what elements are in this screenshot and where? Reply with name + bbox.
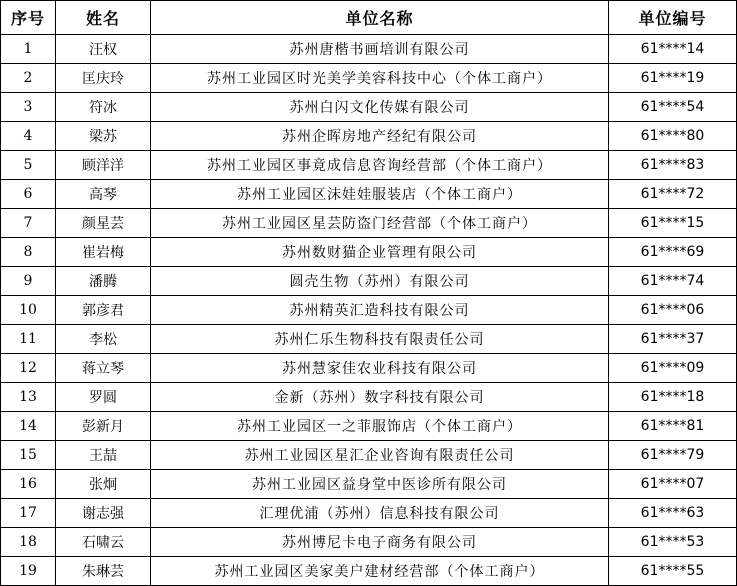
table-row: [1, 441, 737, 470]
cell-name: 汪权: [56, 35, 151, 64]
cell-unit: 苏州唐楷书画培训有限公司: [151, 35, 609, 64]
cell-name: 王喆: [56, 441, 151, 470]
cell-code: 61****06: [609, 296, 737, 325]
cell-index: 9: [1, 267, 56, 296]
header-row: [1, 1, 737, 35]
cell-unit: 苏州精英汇造科技有限公司: [151, 296, 609, 325]
cell-index: 1: [1, 35, 56, 64]
cell-index: 16: [1, 470, 56, 499]
header-unit: 单位名称: [151, 1, 609, 35]
cell-name: 石啸云: [56, 528, 151, 557]
cell-index: 4: [1, 122, 56, 151]
cell-index: 13: [1, 383, 56, 412]
cell-name: 朱琳芸: [56, 557, 151, 586]
cell-index: 19: [1, 557, 56, 586]
cell-index: 5: [1, 151, 56, 180]
table-row: [1, 412, 737, 441]
table-row: [1, 238, 737, 267]
cell-unit: 苏州仁乐生物科技有限责任公司: [151, 325, 609, 354]
table-row: [1, 209, 737, 238]
cell-code: 61****54: [609, 93, 737, 122]
table-row: [1, 180, 737, 209]
cell-code: 61****53: [609, 528, 737, 557]
cell-index: 3: [1, 93, 56, 122]
cell-index: 11: [1, 325, 56, 354]
cell-unit: 圆壳生物（苏州）有限公司: [151, 267, 609, 296]
cell-name: 梁苏: [56, 122, 151, 151]
table-row: [1, 64, 737, 93]
cell-unit: 苏州工业园区益身堂中医诊所有限公司: [151, 470, 609, 499]
cell-name: 张炯: [56, 470, 151, 499]
cell-code: 61****18: [609, 383, 737, 412]
table-body: [1, 35, 737, 586]
table-row: [1, 151, 737, 180]
cell-unit: 苏州数财猫企业管理有限公司: [151, 238, 609, 267]
table-row: [1, 267, 737, 296]
cell-code: 61****72: [609, 180, 737, 209]
cell-unit: 汇理优浦（苏州）信息科技有限公司: [151, 499, 609, 528]
cell-code: 61****81: [609, 412, 737, 441]
cell-name: 潘腾: [56, 267, 151, 296]
cell-code: 61****19: [609, 64, 737, 93]
cell-index: 15: [1, 441, 56, 470]
cell-name: 蒋立琴: [56, 354, 151, 383]
cell-index: 7: [1, 209, 56, 238]
cell-code: 61****80: [609, 122, 737, 151]
cell-code: 61****74: [609, 267, 737, 296]
cell-unit: 苏州工业园区沫娃娃服装店（个体工商户）: [151, 180, 609, 209]
cell-code: 61****07: [609, 470, 737, 499]
table-row: [1, 557, 737, 586]
table-row: [1, 93, 737, 122]
cell-code: 61****83: [609, 151, 737, 180]
cell-name: 高琴: [56, 180, 151, 209]
cell-unit: 苏州工业园区一之菲服饰店（个体工商户）: [151, 412, 609, 441]
cell-index: 18: [1, 528, 56, 557]
table-row: [1, 325, 737, 354]
table-row: [1, 499, 737, 528]
cell-index: 2: [1, 64, 56, 93]
cell-code: 61****14: [609, 35, 737, 64]
table-header: [1, 1, 737, 35]
cell-name: 顾洋洋: [56, 151, 151, 180]
cell-index: 12: [1, 354, 56, 383]
table-row: [1, 296, 737, 325]
cell-name: 郭彦君: [56, 296, 151, 325]
cell-unit: 苏州工业园区星芸防盗门经营部（个体工商户）: [151, 209, 609, 238]
cell-code: 61****79: [609, 441, 737, 470]
cell-code: 61****69: [609, 238, 737, 267]
cell-index: 8: [1, 238, 56, 267]
cell-name: 谢志强: [56, 499, 151, 528]
cell-unit: 苏州工业园区事竟成信息咨询经营部（个体工商户）: [151, 151, 609, 180]
cell-unit: 苏州工业园区时光美学美容科技中心（个体工商户）: [151, 64, 609, 93]
table-row: [1, 383, 737, 412]
cell-name: 匡庆玲: [56, 64, 151, 93]
cell-unit: 苏州工业园区美家美户建材经营部（个体工商户）: [151, 557, 609, 586]
cell-name: 符冰: [56, 93, 151, 122]
table-row: [1, 528, 737, 557]
cell-name: 罗圆: [56, 383, 151, 412]
cell-code: 61****15: [609, 209, 737, 238]
header-name: 姓名: [56, 1, 151, 35]
cell-unit: 苏州工业园区星汇企业咨询有限责任公司: [151, 441, 609, 470]
cell-code: 61****37: [609, 325, 737, 354]
cell-unit: 苏州白闪文化传媒有限公司: [151, 93, 609, 122]
table-row: [1, 470, 737, 499]
cell-name: 颜星芸: [56, 209, 151, 238]
cell-index: 14: [1, 412, 56, 441]
header-code: 单位编号: [609, 1, 737, 35]
cell-unit: 金新（苏州）数字科技有限公司: [151, 383, 609, 412]
cell-index: 17: [1, 499, 56, 528]
cell-unit: 苏州企晖房地产经纪有限公司: [151, 122, 609, 151]
cell-index: 10: [1, 296, 56, 325]
cell-name: 彭新月: [56, 412, 151, 441]
cell-name: 崔岩梅: [56, 238, 151, 267]
cell-unit: 苏州慧家佳农业科技有限公司: [151, 354, 609, 383]
table-row: [1, 354, 737, 383]
cell-code: 61****55: [609, 557, 737, 586]
cell-index: 6: [1, 180, 56, 209]
cell-unit: 苏州博尼卡电子商务有限公司: [151, 528, 609, 557]
cell-name: 李松: [56, 325, 151, 354]
table-row: [1, 122, 737, 151]
table-row: [1, 35, 737, 64]
cell-code: 61****09: [609, 354, 737, 383]
header-index: 序号: [1, 1, 56, 35]
cell-code: 61****63: [609, 499, 737, 528]
